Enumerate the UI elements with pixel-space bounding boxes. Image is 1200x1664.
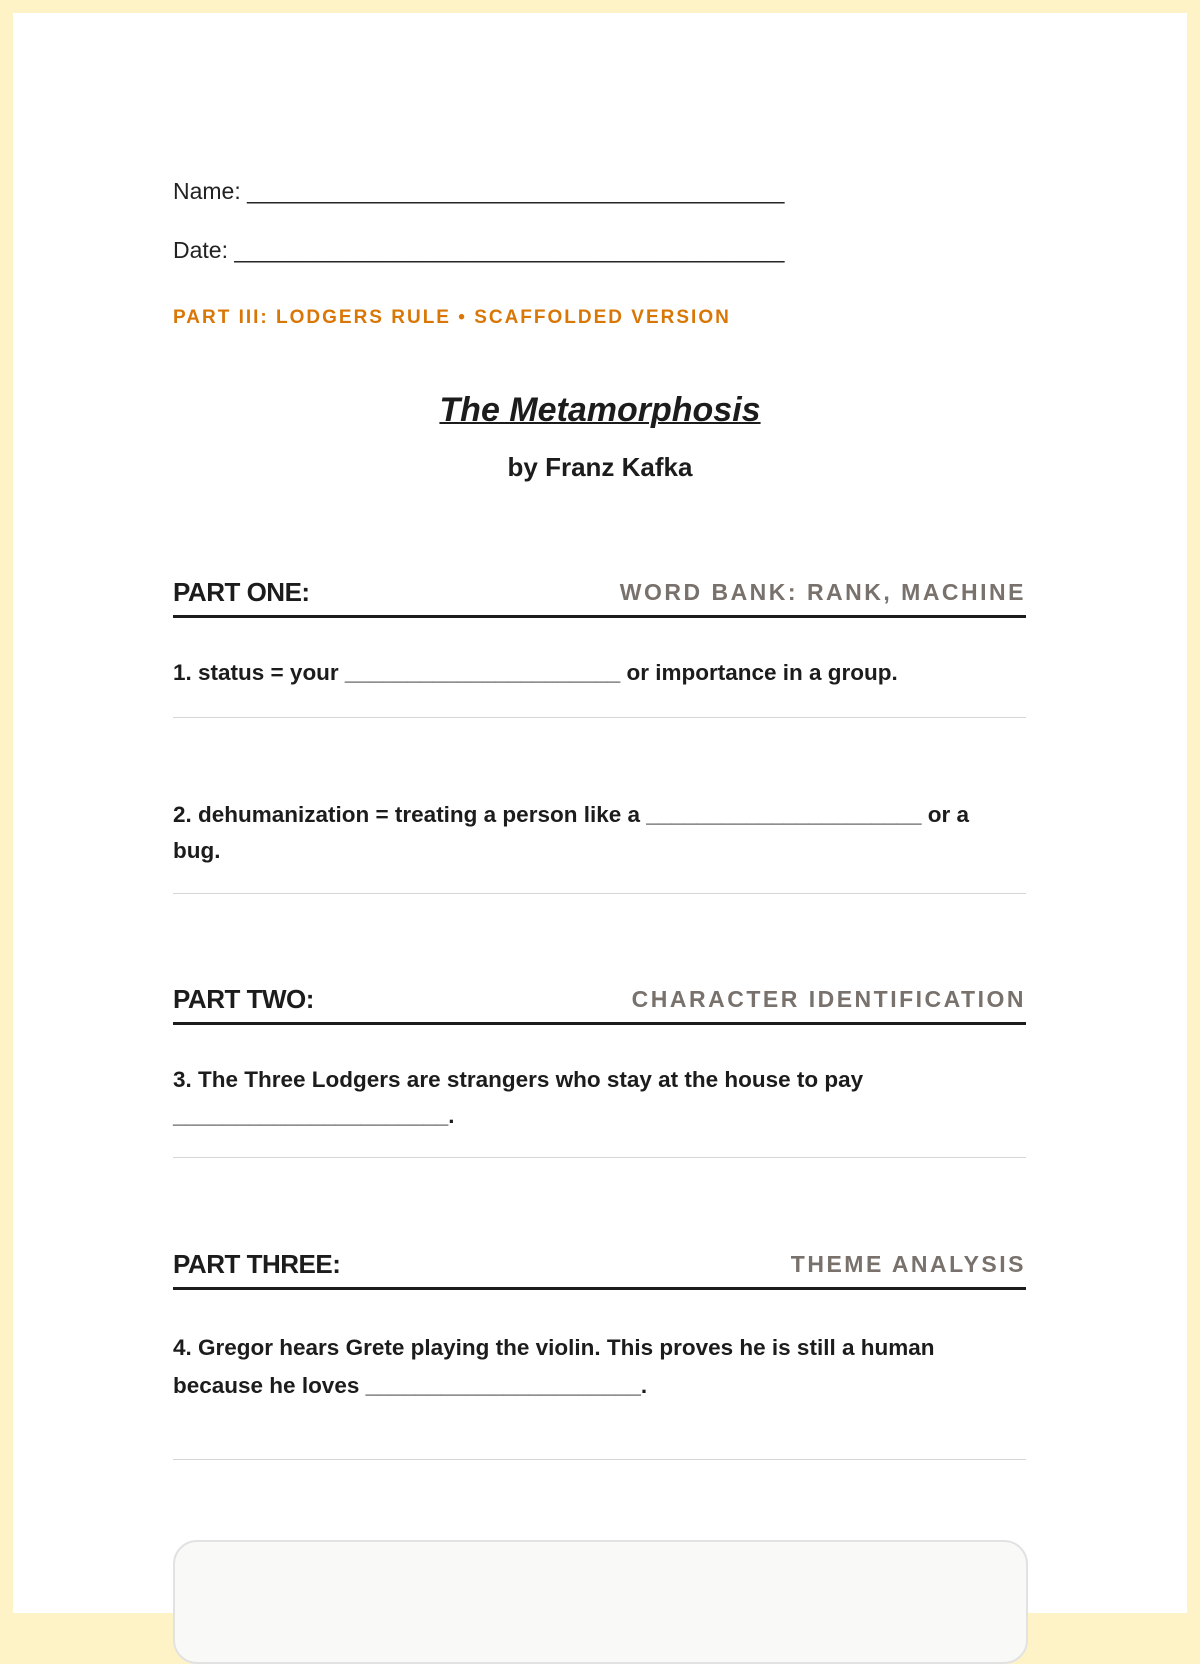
section-heading: PART THREE: — [173, 1249, 341, 1279]
section-part-two — [173, 978, 1026, 1025]
question-1: 1. status = your ______________________ or importance in a group. — [173, 660, 898, 685]
author: by Franz Kafka — [507, 452, 693, 482]
section-part-three — [173, 1243, 1026, 1290]
name-field[interactable]: Name: __________________________________________ — [173, 178, 785, 204]
divider — [173, 717, 1026, 718]
divider — [173, 893, 1026, 894]
answer-box — [173, 1540, 1028, 1664]
question-3: 3. The Three Lodgers are strangers who stay at the house to pay ______________________. — [173, 1067, 864, 1128]
worksheet-page — [13, 13, 1187, 1613]
section-subheading: THEME ANALYSIS — [790, 1251, 1026, 1277]
question-4: 4. Gregor hears Grete playing the violin. This proves he is still a human because he loves ______________________. — [173, 1335, 935, 1398]
section-heading: PART TWO: — [173, 984, 314, 1014]
section-subheading: CHARACTER IDENTIFICATION — [631, 986, 1026, 1012]
divider — [173, 1459, 1026, 1460]
page-title: The Metamorphosis — [439, 391, 761, 429]
part-label: PART III: LODGERS RULE • SCAFFOLDED VERSION — [173, 307, 731, 328]
date-field[interactable]: Date: ___________________________________________ — [173, 237, 785, 263]
question-2: 2. dehumanization = treating a person like a ______________________ or a bug. — [173, 802, 970, 863]
section-part-one — [173, 571, 1026, 618]
divider — [173, 1157, 1026, 1158]
section-heading: PART ONE: — [173, 577, 310, 607]
word-bank: WORD BANK: RANK, MACHINE — [619, 579, 1026, 605]
